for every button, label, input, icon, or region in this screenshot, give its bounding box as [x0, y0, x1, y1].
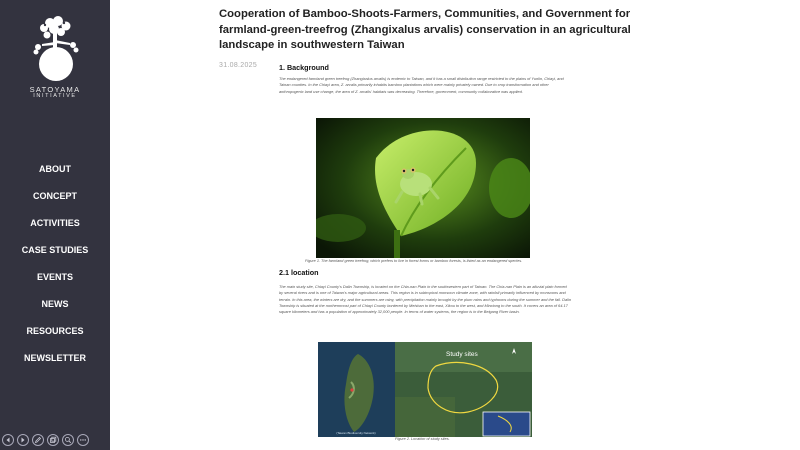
nav-item-activities[interactable]: ACTIVITIES — [30, 217, 80, 228]
sidebar — [0, 0, 110, 450]
section-heading-location: 2.1 location — [279, 268, 319, 277]
zoom-icon[interactable] — [62, 434, 74, 446]
nav-item-events[interactable]: EVENTS — [36, 271, 73, 282]
section-heading-background: 1. Background — [279, 63, 329, 72]
location-paragraph: The main study site, Chiayi County's Dalin Township, is located on the Chia-nan Plain in the southwestern part of Taiwan. The Chia-nan Plain is an alluvial plain formed by several rivers and is one of Taiwan's major agricultural areas. This region is in subtropical monsoon climate zone, with rainfall primarily influenced by monsoons and terrain. In this area, the winters are dry, and the summers are rainy, with precipitation mainly brought by the plum rains and typhoons during the summer and the fall. Dalin Township is situated at the northernmost part of Chiayi County bordered by Meishan to the east, Xikou to the west, and Minxiong to the south. It covers an area of 64.17 square kilometers and has a population of approximately 32,000 people. In terms of water systems, the region is in the Beigang River basin. — [279, 284, 572, 315]
nav-item-about[interactable]: ABOUT — [39, 163, 71, 174]
article-date: 31.08.2025 — [219, 62, 258, 69]
satoyama-logo[interactable] — [28, 14, 84, 84]
back-icon[interactable] — [2, 434, 14, 446]
forward-icon[interactable] — [17, 434, 29, 446]
edit-icon[interactable] — [32, 434, 44, 446]
treefrog-photo — [316, 118, 530, 258]
logo-title: SATOYAMA — [29, 85, 81, 94]
nav-item-concept[interactable]: CONCEPT — [32, 190, 77, 201]
nav-item-resources[interactable]: RESOURCES — [26, 325, 84, 336]
article-title: Cooperation of Bamboo-Shoots-Farmers, Communities, and Government for farmland-green-treefrog (Zhangixalus arvalis) conservation in an agricultural landscape in southwestern Taiwan — [219, 8, 631, 51]
map-title: Study sites — [446, 351, 478, 358]
logo-subtitle: INITIATIVE — [33, 93, 77, 99]
background-paragraph: The endangered farmland green treefrog (Zhangixalus arvalis) is endemic to Taiwan, and it has a small distribution range restricted to the plains of Yunlin, Chiayi, and Tainan counties. In the Chiayi area, Z. arvalis primarily inhabits bamboo plantations which were mainly privately owned. Due to crop transformation and other anthropogenic land use change, the area of Z. arvalis' habitats was decreasing. Therefore, government, community collaborative was applied. — [279, 76, 564, 94]
study-site-map — [318, 342, 532, 437]
nav-item-newsletter[interactable]: NEWSLETTER — [24, 352, 86, 363]
figure-2-caption: Figure 2. Location of study sites. — [395, 437, 450, 441]
more-icon[interactable] — [77, 434, 89, 446]
main-navigation — [0, 155, 110, 371]
nav-item-case-studies[interactable]: CASE STUDIES — [21, 244, 89, 255]
article-content — [110, 0, 800, 450]
figure-1-caption: Figure 1. The farmland green treefrog, which prefers to live in forest forms or bamboo forests, is listed as an endangered species. — [305, 259, 523, 263]
nav-item-news[interactable]: NEWS — [41, 298, 69, 309]
viewer-toolbar — [2, 434, 89, 448]
map-credit: (Taiwan Biodiversity Network) — [336, 431, 376, 435]
copy-icon[interactable] — [47, 434, 59, 446]
